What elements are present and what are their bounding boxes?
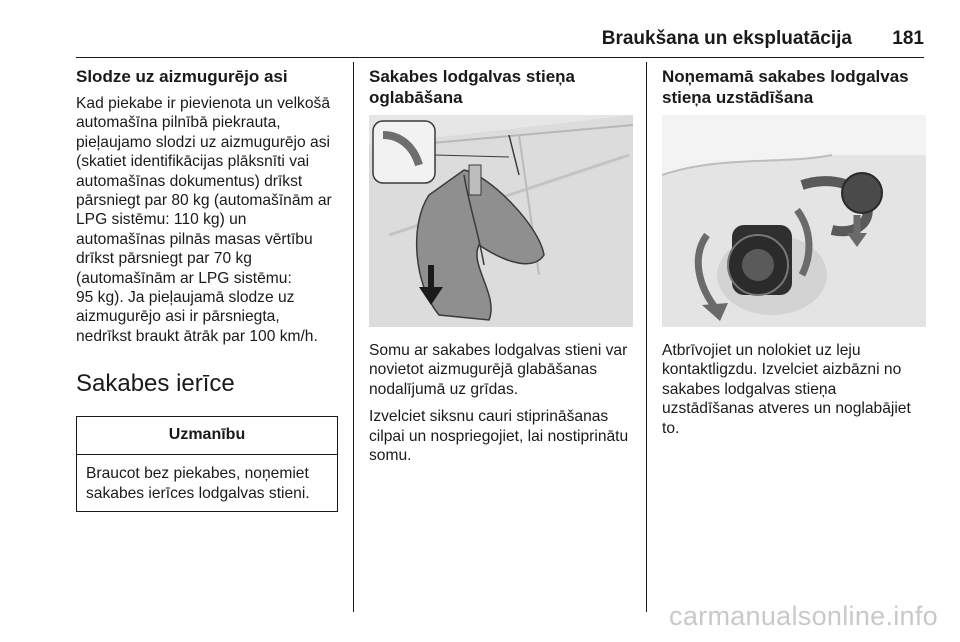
body-paragraph: Kad piekabe ir pievienota un velkošā automašīna pilnībā piekrauta, pieļaujamo slodzi uz aizmugurējo asi (skatiet identifikācijas plāksnīti vai automašīnas dokumentus) drīkst pārsniegt par 80 kg (automašīnām ar LPG sistēmu: 110 kg) un automašīnas pilnās masas vērtību drīkst pārsniegt par 70 kg (automašīnām ar LPG sistēmu: 95 kg). Ja pieļaujamā slodze uz aizmugurējo asi ir pārsniegta, nedrīkst braukt ātrāk par 100 km/h.	[76, 95, 332, 345]
socket-drawing	[662, 115, 926, 327]
chapter-title: Braukšana un ekspluatācija	[601, 28, 852, 49]
body-paragraph: Atbrīvojiet un nolokiet uz leju kontaktligzdu. Izvelciet aizbāzni no sakabes lodgalvas stieņa uzstādīšanas atveres un noglabājiet to.	[662, 342, 911, 437]
watermark: carmanualsonline.info	[669, 601, 938, 631]
illustration-tow-bar-socket	[662, 115, 926, 327]
header-rule	[76, 57, 924, 58]
page-number: 181	[892, 28, 924, 49]
page-header	[76, 28, 924, 52]
body-paragraph: Somu ar sakabes lodgalvas stieni var novietot aizmugurējā glabāšanas nodalījumā uz grīdas.	[369, 342, 628, 398]
section-title: Sakabes ierīce	[76, 370, 235, 398]
illustration-storage-bag	[369, 115, 633, 327]
caution-title: Uzmanību	[77, 417, 337, 455]
section-heading: Sakabes lodgalvas stieņa oglabāšana	[369, 67, 575, 107]
section-heading: Noņemamā sakabes lodgalvas stieņa uzstādīšana	[662, 67, 909, 107]
body-paragraph: Izvelciet siksnu cauri stiprināšanas cilpai un nospriegojiet, lai nostiprinātu somu.	[369, 408, 629, 465]
column-3	[662, 66, 928, 438]
column-2	[369, 66, 633, 465]
column-divider	[353, 62, 354, 612]
section-heading: Slodze uz aizmugurējo asi	[76, 67, 288, 86]
column-1	[76, 66, 338, 512]
storage-bag-drawing	[369, 115, 633, 327]
caution-text: Braucot bez piekabes, noņemiet sakabes ierīces lodgalvas stieni.	[86, 465, 310, 502]
caution-box	[76, 416, 338, 512]
column-divider	[646, 62, 647, 612]
